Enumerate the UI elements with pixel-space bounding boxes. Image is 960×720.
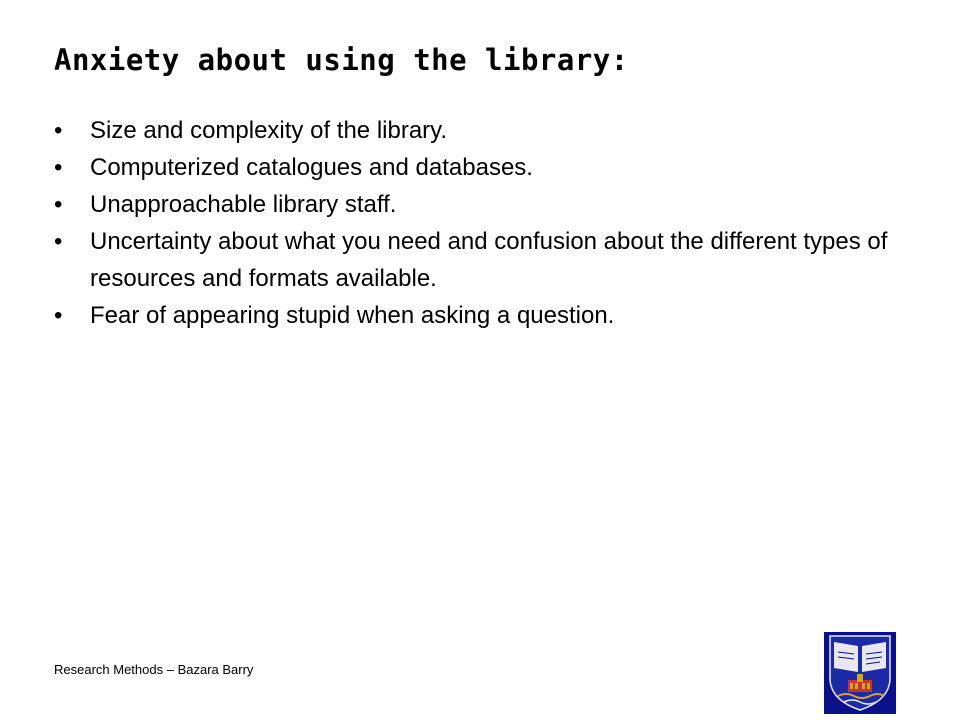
bullet-list bbox=[54, 112, 894, 334]
list-item bbox=[54, 112, 894, 149]
bullet-text: Fear of appearing stupid when asking a question. bbox=[90, 302, 615, 329]
bullet-icon: • bbox=[54, 228, 63, 255]
bullet-text: Unapproachable library staff. bbox=[90, 191, 397, 218]
slide-title: Anxiety about using the library: bbox=[54, 43, 629, 77]
list-item bbox=[54, 186, 894, 223]
bullet-icon: • bbox=[54, 117, 63, 144]
bullet-icon: • bbox=[54, 154, 63, 181]
list-item bbox=[54, 149, 894, 186]
bullet-icon: • bbox=[54, 302, 63, 329]
university-crest-icon bbox=[824, 632, 896, 714]
bullet-text: Computerized catalogues and databases. bbox=[90, 154, 533, 181]
list-item bbox=[54, 223, 894, 297]
bullet-icon: • bbox=[54, 191, 63, 218]
slide-footer: Research Methods – Bazara Barry bbox=[54, 662, 254, 677]
list-item bbox=[54, 297, 894, 334]
bullet-text: Size and complexity of the library. bbox=[90, 117, 448, 144]
bullet-text: Uncertainty about what you need and confusion about the different types of resources and formats available. bbox=[90, 228, 888, 292]
